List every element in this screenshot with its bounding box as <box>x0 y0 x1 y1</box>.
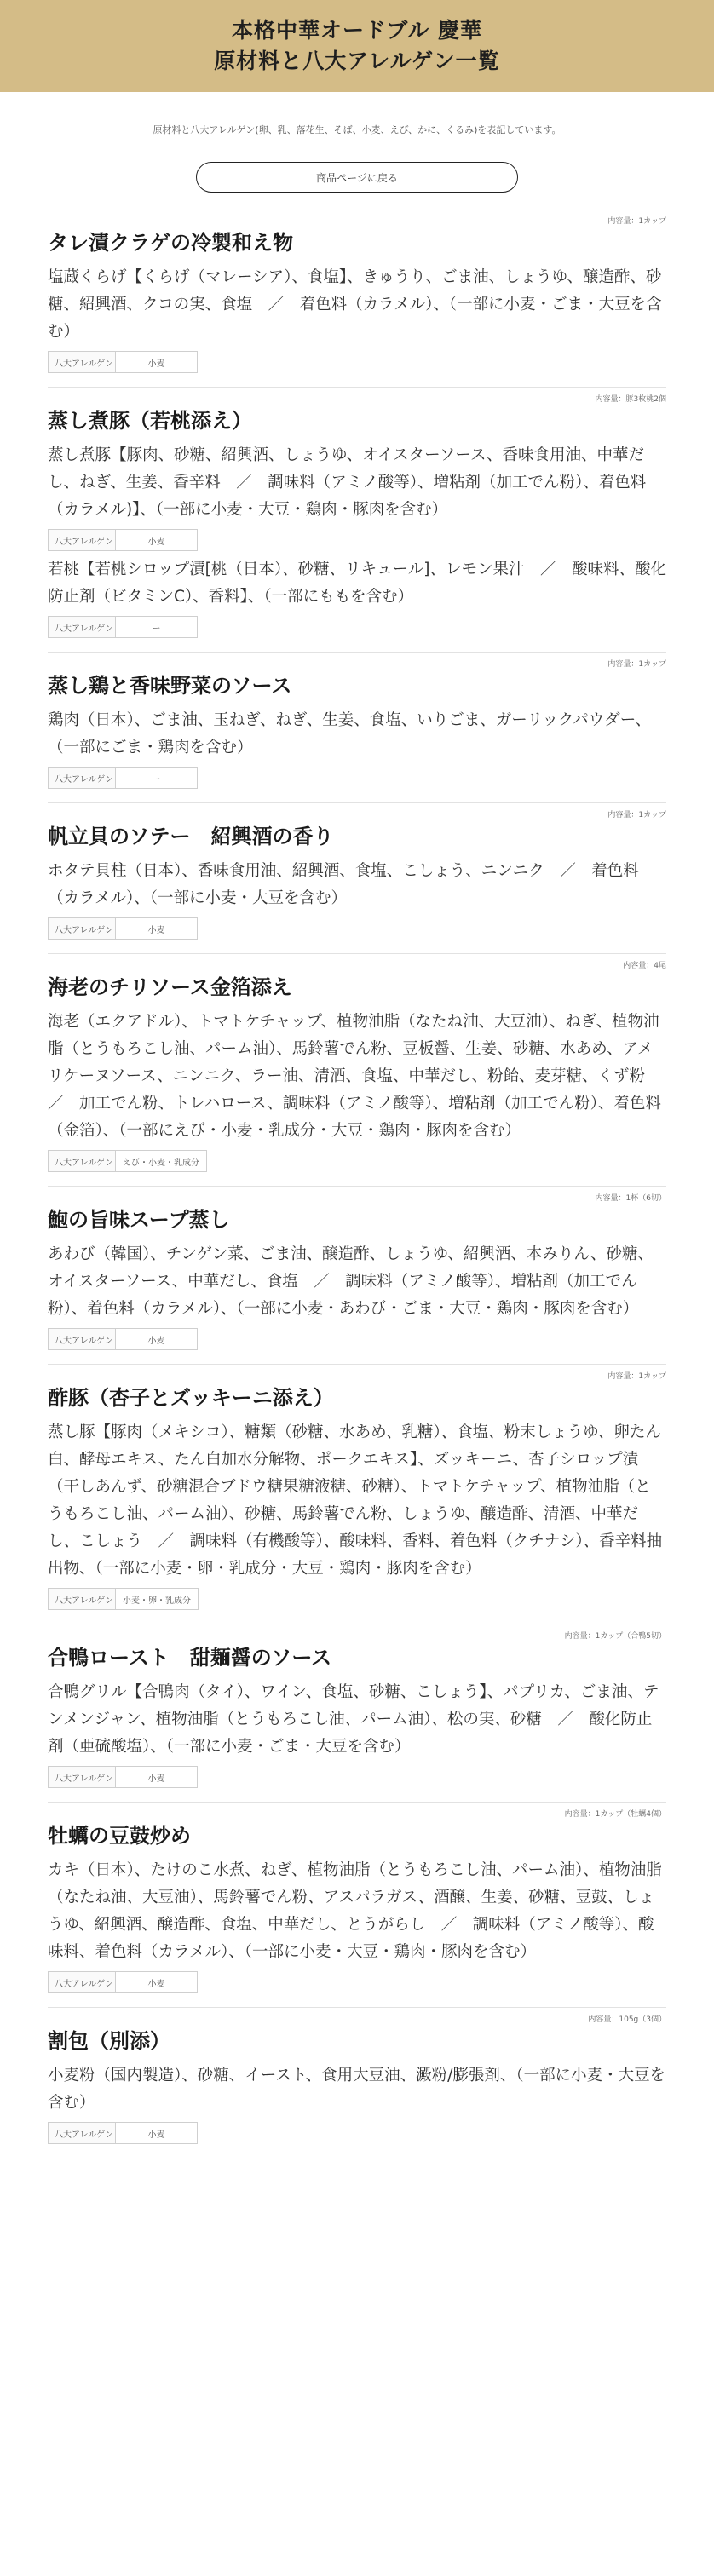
page-title <box>214 15 499 77</box>
page-title-line1: 本格中華オードブル 慶華 <box>232 18 482 43</box>
product-item <box>48 210 666 388</box>
item-name: 蒸し煮豚（若桃添え） <box>48 408 252 433</box>
item-quantity: 内容量：1カップ（合鴨5切） <box>564 1632 666 1641</box>
allergen-value: えび・小麦・乳成分 <box>116 1150 207 1172</box>
item-quantity: 内容量：1カップ <box>607 217 666 226</box>
allergen-label: 八大アレルゲン <box>48 1150 116 1172</box>
product-item <box>48 2008 666 2158</box>
allergen-label: 八大アレルゲン <box>48 351 116 373</box>
allergen-label: 八大アレルゲン <box>48 917 116 940</box>
allergen-table <box>48 1588 666 1610</box>
ingredient-section <box>48 556 666 638</box>
product-item <box>48 1365 666 1624</box>
allergen-table <box>48 351 666 373</box>
item-quantity: 内容量：1カップ <box>607 1372 666 1381</box>
allergen-table <box>48 529 666 551</box>
ingredient-section <box>48 858 666 940</box>
item-name: 鮑の旨味スープ蒸し <box>48 1207 230 1232</box>
allergen-value: 小麦・卵・乳成分 <box>116 1588 199 1610</box>
allergen-value: 小麦 <box>116 351 198 373</box>
allergen-table <box>48 1971 666 1993</box>
item-name: 合鴨ロースト 甜麺醤のソース <box>48 1645 332 1670</box>
product-item <box>48 1187 666 1365</box>
item-quantity: 内容量：1杯（6切） <box>595 1194 666 1203</box>
allergen-table <box>48 767 666 789</box>
allergen-value: 小麦 <box>116 1971 198 1993</box>
allergen-label: 八大アレルゲン <box>48 1588 116 1610</box>
back-to-product-button[interactable]: 商品ページに戻る <box>196 162 518 193</box>
product-item <box>48 1803 666 2008</box>
item-quantity: 内容量：1カップ（牡蠣4個） <box>564 1810 666 1819</box>
ingredient-section <box>48 1241 666 1350</box>
product-item <box>48 954 666 1187</box>
ingredients-text: 蒸し煮豚【豚肉、砂糖、紹興酒、しょうゆ、オイスターソース、香味食用油、中華だし、ねぎ、生姜、香辛料 ／ 調味料（アミノ酸等）、増粘剤（加工でん粉）、着色料（カラメル)】、（一部に小麦・大豆・鶏肉・豚肉を含む） <box>48 446 647 519</box>
allergen-value: ー <box>116 767 198 789</box>
page-header <box>0 0 714 92</box>
ingredient-section <box>48 264 666 373</box>
ingredient-section <box>48 707 666 789</box>
allergen-value: ー <box>116 616 198 638</box>
allergen-label: 八大アレルゲン <box>48 1971 116 1993</box>
allergen-table <box>48 2122 666 2144</box>
product-item <box>48 1624 666 1803</box>
allergen-label: 八大アレルゲン <box>48 2122 116 2144</box>
allergen-value: 小麦 <box>116 1328 198 1350</box>
allergen-table <box>48 1766 666 1788</box>
ingredients-text: あわび（韓国）、チンゲン菜、ごま油、醸造酢、しょうゆ、紹興酒、本みりん、砂糖、オイスターソース、中華だし、食塩 ／ 調味料（アミノ酸等）、増粘剤（加工でん粉）、着色料（カラメル）、（一部に小麦・あわび・ごま・大豆・鶏肉・豚肉を含む） <box>48 1245 654 1318</box>
allergen-label: 八大アレルゲン <box>48 1766 116 1788</box>
intro-text: 原材料と八大アレルゲン(卵、乳、落花生、そば、小麦、えび、かに、くるみ)を表記しています。 <box>153 124 561 135</box>
page-title-line2: 原材料と八大アレルゲン一覧 <box>214 49 500 73</box>
item-quantity: 内容量：1カップ <box>607 811 666 819</box>
item-name: タレ漬クラゲの冷製和え物 <box>48 230 293 255</box>
item-name: 海老のチリソース金箔添え <box>48 975 292 999</box>
item-quantity: 内容量：豚3枚桃2個 <box>595 395 666 404</box>
ingredient-section <box>48 2062 666 2144</box>
product-item <box>48 803 666 954</box>
allergen-table <box>48 1150 666 1172</box>
item-name: 蒸し鶏と香味野菜のソース <box>48 673 292 698</box>
allergen-table <box>48 616 666 638</box>
allergen-value: 小麦 <box>116 917 198 940</box>
allergen-label: 八大アレルゲン <box>48 616 116 638</box>
allergen-label: 八大アレルゲン <box>48 1328 116 1350</box>
ingredient-section <box>48 1009 666 1172</box>
allergen-table <box>48 917 666 940</box>
item-name: 割包（別添） <box>48 2028 170 2053</box>
product-item <box>48 653 666 803</box>
product-item <box>48 388 666 653</box>
ingredient-section <box>48 1419 666 1610</box>
item-quantity: 内容量：105g（3個） <box>588 2015 666 2024</box>
allergen-table <box>48 1328 666 1350</box>
allergen-label: 八大アレルゲン <box>48 529 116 551</box>
allergen-label: 八大アレルゲン <box>48 767 116 789</box>
ingredient-section <box>48 442 666 551</box>
item-name: 牡蠣の豆鼓炒め <box>48 1823 191 1848</box>
ingredients-text: 小麦粉（国内製造）、砂糖、イースト、食用大豆油、澱粉/膨張剤、（一部に小麦・大豆を含む） <box>48 2067 666 2112</box>
ingredients-text: 蒸し豚【豚肉（メキシコ）、糖類（砂糖、水あめ、乳糖）、食塩、粉末しょうゆ、卵たん白、酵母エキス、たん白加水分解物、ポークエキス】、ズッキーニ、杏子シロップ漬（干しあんず、砂糖混合ブドウ糖果糖液糖、砂糖）、トマトケチャップ、植物油脂（とうもろこし油、パーム油）、砂糖、馬鈴薯でん粉、しょうゆ、醸造酢、清酒、中華だし、こしょう ／ 調味料（有機酸等）、酸味料、香料、着色料（クチナシ）、香辛料抽出物、（一部に小麦・卵・乳成分・大豆・鶏肉・豚肉を含む） <box>48 1423 663 1578</box>
ingredient-section <box>48 1679 666 1788</box>
item-name: 酢豚（杏子とズッキーニ添え） <box>48 1385 334 1410</box>
ingredients-text: カキ（日本）、たけのこ水煮、ねぎ、植物油脂（とうもろこし油、パーム油）、植物油脂（なたね油、大豆油）、馬鈴薯でん粉、アスパラガス、酒醸、生姜、砂糖、豆鼓、しょうゆ、紹興酒、醸造酢、食塩、中華だし、とうがらし ／ 調味料（アミノ酸等）、酸味料、着色料（カラメル）、（一部に小麦・大豆・鶏肉・豚肉を含む） <box>48 1861 662 1961</box>
ingredient-section <box>48 1857 666 1993</box>
allergen-value: 小麦 <box>116 2122 198 2144</box>
item-name: 帆立貝のソテー 紹興酒の香り <box>48 824 334 848</box>
product-list <box>48 210 666 2158</box>
back-button-wrap <box>0 162 714 193</box>
allergen-value: 小麦 <box>116 1766 198 1788</box>
ingredients-text: 若桃【若桃シロップ漬[桃（日本）、砂糖、リキュール]、レモン果汁 ／ 酸味料、酸化防止剤（ビタミンC）、香料】、（一部にももを含む） <box>48 561 666 606</box>
item-quantity: 内容量：4尾 <box>623 962 666 970</box>
ingredients-text: ホタテ貝柱（日本）、香味食用油、紹興酒、食塩、こしょう、ニンニク ／ 着色料（カラメル）、（一部に小麦・大豆を含む） <box>48 862 639 907</box>
allergen-value: 小麦 <box>116 529 198 551</box>
ingredients-text: 鶏肉（日本）、ごま油、玉ねぎ、ねぎ、生姜、食塩、いりごま、ガーリックパウダー、（一部にごま・鶏肉を含む） <box>48 711 651 756</box>
item-quantity: 内容量：1カップ <box>607 660 666 669</box>
ingredients-text: 海老（エクアドル）、トマトケチャップ、植物油脂（なたね油、大豆油）、ねぎ、植物油脂（とうもろこし油、パーム油）、馬鈴薯でん粉、豆板醤、生姜、砂糖、水あめ、アメリケーヌソース、ニンニク、ラー油、清酒、食塩、中華だし、粉飴、麦芽糖、くず粉 ／ 加工でん粉、トレハロース、調味料（アミノ酸等）、増粘剤（加工でん粉）、着色料（金箔）、（一部にえび・小麦・乳成分・大豆・鶏肉・豚肉を含む） <box>48 1013 661 1140</box>
ingredients-text: 塩蔵くらげ【くらげ（マレーシア）、食塩】、きゅうり、ごま油、しょうゆ、醸造酢、砂糖、紹興酒、クコの実、食塩 ／ 着色料（カラメル）、（一部に小麦・ごま・大豆を含む） <box>48 268 662 341</box>
ingredients-text: 合鴨グリル【合鴨肉（タイ）、ワイン、食塩、砂糖、こしょう】、パプリカ、ごま油、テンメンジャン、植物油脂（とうもろこし油、パーム油）、松の実、砂糖 ／ 酸化防止剤（亜硫酸塩）、（一部に小麦・ごま・大豆を含む） <box>48 1683 659 1756</box>
